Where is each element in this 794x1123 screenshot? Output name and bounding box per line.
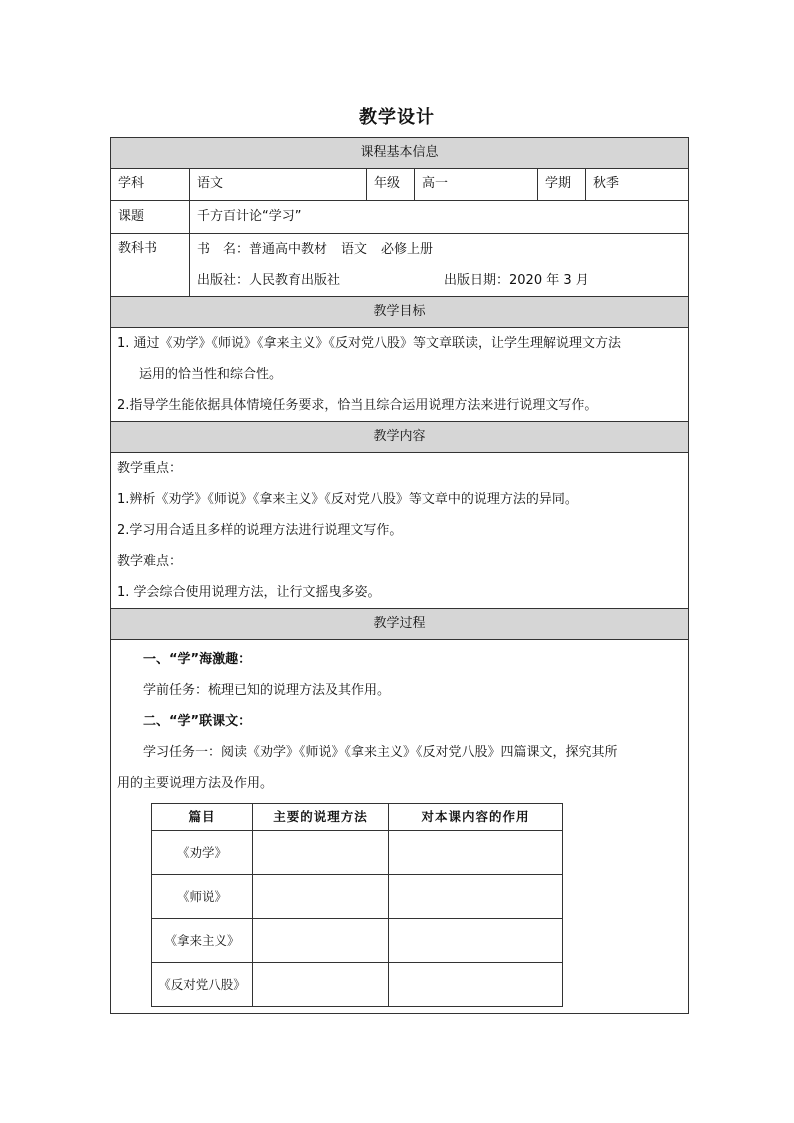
method-cell[interactable]	[253, 875, 389, 919]
page-title: 教学设计	[359, 107, 435, 128]
content-row	[111, 453, 689, 609]
book-name-value: 普通高中教材	[249, 242, 328, 257]
step-one-heading: 一、“学”海激趣：	[143, 652, 252, 667]
effect-cell[interactable]	[389, 831, 563, 875]
effect-cell[interactable]	[389, 919, 563, 963]
content-body	[111, 453, 689, 609]
grade-value: 高一	[415, 169, 538, 201]
objectives-row	[111, 328, 689, 422]
objectives-body	[111, 328, 689, 422]
key-points-label: 教学重点：	[117, 461, 183, 476]
lesson-plan-table	[110, 137, 689, 1014]
effect-cell[interactable]	[389, 875, 563, 919]
objective-line: 2.指导学生能依据具体情境任务要求，恰当且综合运用说理方法来进行说理文写作。	[117, 398, 598, 413]
process-header: 教学过程	[111, 609, 689, 640]
method-cell[interactable]	[253, 831, 389, 875]
article-title: 《拿来主义》	[152, 919, 253, 963]
content-line: 1.辨析《劝学》《师说》《拿来主义》《反对党八股》等文章中的说理方法的异同。	[117, 492, 578, 507]
objective-line: 1. 通过《劝学》《师说》《拿来主义》《反对党八股》等文章联读，让学生理解说理文方法	[117, 336, 622, 351]
table-row	[152, 963, 563, 1007]
topic-label: 课题	[111, 201, 190, 234]
objective-line: 运用的恰当性和综合性。	[139, 367, 283, 382]
column-header: 篇目	[152, 804, 253, 831]
topic-row	[111, 201, 689, 234]
subject-label: 学科	[111, 169, 190, 201]
task-one-line-cont: 用的主要说理方法及作用。	[117, 776, 274, 791]
subject-value: 语文	[190, 169, 367, 201]
article-title: 《师说》	[152, 875, 253, 919]
table-row	[152, 831, 563, 875]
book-name-label: 书 名：	[197, 242, 250, 257]
term-label: 学期	[538, 169, 586, 201]
objectives-header: 教学目标	[111, 297, 689, 328]
section-header-process	[111, 609, 689, 640]
term-value: 秋季	[586, 169, 689, 201]
method-cell[interactable]	[253, 963, 389, 1007]
content-line: 1. 学会综合使用说理方法，让行文摇曳多姿。	[117, 585, 381, 600]
column-header: 主要的说理方法	[253, 804, 389, 831]
article-title: 《反对党八股》	[152, 963, 253, 1007]
effect-cell[interactable]	[389, 963, 563, 1007]
task-one-line: 学习任务一：阅读《劝学》《师说》《拿来主义》《反对党八股》四篇课文，探究其所	[143, 745, 618, 760]
section-header-content	[111, 422, 689, 453]
process-row	[111, 640, 689, 1014]
textbook-row	[111, 234, 689, 297]
methods-table	[151, 803, 563, 1007]
basic-info-row	[111, 169, 689, 201]
publisher: 出版社：人民教育出版社	[197, 273, 341, 288]
process-body	[111, 640, 689, 1014]
pre-task: 学前任务：梳理已知的说理方法及其作用。	[143, 683, 391, 698]
column-header: 对本课内容的作用	[389, 804, 563, 831]
book-name-line	[190, 234, 688, 265]
section-header-basic-info	[111, 138, 689, 169]
content-line: 2.学习用合适且多样的说理方法进行说理文写作。	[117, 523, 403, 538]
method-cell[interactable]	[253, 919, 389, 963]
difficulties-label: 教学难点：	[117, 554, 183, 569]
book-volume: 必修上册	[381, 242, 434, 257]
table-row	[152, 875, 563, 919]
step-two-heading: 二、“学”联课文：	[143, 714, 252, 729]
content-header: 教学内容	[111, 422, 689, 453]
publisher-line	[190, 265, 688, 296]
table-row	[152, 919, 563, 963]
book-subject: 语文	[341, 242, 368, 257]
topic-value: 千方百计论“学习”	[190, 201, 689, 234]
section-header-objectives	[111, 297, 689, 328]
textbook-label: 教科书	[111, 234, 190, 297]
publication-date: 出版日期：2020 年 3 月	[444, 273, 589, 288]
basic-info-header: 课程基本信息	[111, 138, 689, 169]
methods-table-header	[152, 804, 563, 831]
grade-label: 年级	[367, 169, 415, 201]
textbook-info	[190, 234, 689, 297]
article-title: 《劝学》	[152, 831, 253, 875]
